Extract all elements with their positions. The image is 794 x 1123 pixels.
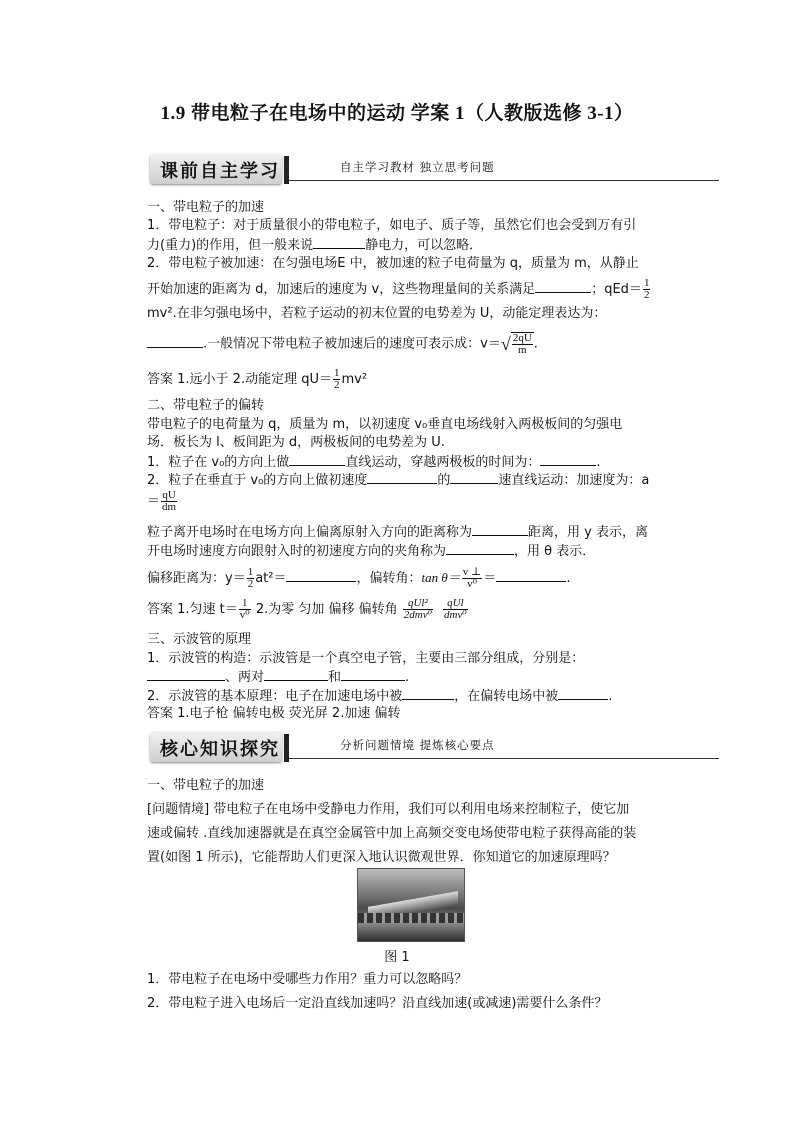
heading-oscilloscope: 三、示波管的原理 — [147, 632, 252, 647]
text-line: ＝ $\frac{qU}{dm}$ — [147, 489, 177, 513]
banner-subtitle: 自主学习教材 独立思考问题 — [340, 160, 495, 174]
linear-accelerator-photo — [357, 868, 465, 942]
text-line: 粒子离开电场时在电场方向上偏离原射入方向的距离称为 距离，用 y 表示，离 — [147, 522, 677, 543]
text-line: 2．粒子在垂直于 v₀的方向上做初速度 的 速直线运动：加速度为：a — [147, 470, 677, 491]
figure-caption: 图 1 — [384, 950, 410, 965]
text-line: mv².在非匀强电场中，若粒子运动的初末位置的电势差为 U，动能定理表达为： — [147, 306, 607, 321]
banner-label: 课前自主学习 — [160, 161, 280, 182]
text-line: 力(重力)的作用，但一般来说 静电力，可以忽略． — [147, 235, 677, 256]
text-line: 偏移距离为：y＝ $\frac{1}{2}$ at²＝ ，偏转角：tan θ＝ $\frac{v \perp}{\text{v⁰}}$ ＝ . — [147, 566, 571, 590]
text-line: 速或偏转 .直线加速器就是在真空金属管中加上高频交变电场使带电粒子获得高能的装 — [147, 826, 637, 841]
section-banner-preview — [150, 154, 650, 186]
banner-pill — [150, 154, 282, 184]
section-banner-core — [150, 732, 650, 764]
question-2: 2．带电粒子进入电场后一定沿直线加速吗？沿直线加速(或减速)需要什么条件？ — [147, 996, 608, 1011]
text-line: 开始加速的距离为 d，加速后的速度为 v，这些物理量间的关系满足 ；qEd＝ $\frac{1}{2}$ — [147, 277, 650, 301]
text-line: 2．示波管的基本原理：电子在加速电场中被 ，在偏转电场中被 . — [147, 686, 677, 707]
banner-pill — [150, 732, 282, 762]
text-line: 场．板长为 l、板间距为 d，两极板间的电势差为 U. — [147, 435, 445, 450]
banner-line — [289, 180, 719, 181]
answer-line: 答案 1.远小于 2.动能定理 qU＝ $\frac{1}{2}$ mv² — [147, 367, 368, 391]
text-line: 开电场时速度方向跟射入时的初速度方向的夹角称为 ，用 θ 表示． — [147, 541, 677, 562]
text-line: 置(如图 1 所示)，它能帮助人们更深入地认识微观世界．你知道它的加速原理吗？ — [147, 850, 616, 865]
answer-line: 答案 1.电子枪 偏转电极 荧光屏 2.加速 偏转 — [147, 706, 401, 721]
heading-core-acceleration: 一、带电粒子的加速 — [147, 778, 265, 793]
text-line: .一般情况下带电粒子被加速后的速度可表示成：v＝ √ $\frac{2qU}{m}$ . — [147, 332, 677, 356]
answer-line: 答案 1.匀速 t＝ $\frac{1}{\text{v⁰}}$ 2.为零 匀加 偏移 偏转角 $\frac{\text{qUl²}}{\text{2dmv⁰}}$ $\frac{\text{qUl}}{\text{dmv⁰}}$ — [147, 597, 467, 621]
banner-line — [289, 758, 719, 759]
text-line: 1．粒子在 v₀的方向上做 直线运动，穿越两极板的时间为： . — [147, 452, 677, 473]
text-line: 1．带电粒子：对于质量很小的带电粒子，如电子、质子等，虽然它们也会受到万有引 — [147, 218, 637, 233]
page-title: 1.9 带电粒子在电场中的运动 学案 1（人教版选修 3-1） — [160, 103, 634, 124]
heading-deflection: 二、带电粒子的偏转 — [147, 398, 265, 413]
text-line: 带电粒子的电荷量为 q，质量为 m，以初速度 v₀垂直电场线射入两极板间的匀强电 — [147, 417, 623, 432]
text-line: 、两对 和 . — [147, 667, 677, 688]
banner-label: 核心知识探究 — [160, 739, 280, 760]
text-line: 2．带电粒子被加速：在匀强电场E 中，被加速的粒子电荷量为 q，质量为 m，从静止 — [147, 256, 639, 271]
text-line: [问题情境] 带电粒子在电场中受静电力作用，我们可以利用电场来控制粒子，使它加 — [147, 802, 630, 817]
question-1: 1．带电粒子在电场中受哪些力作用？重力可以忽略吗？ — [147, 972, 468, 987]
heading-acceleration: 一、带电粒子的加速 — [147, 200, 265, 215]
banner-subtitle: 分析问题情境 提炼核心要点 — [340, 738, 495, 752]
text-line: 1．示波管的构造：示波管是一个真空电子管，主要由三部分组成，分别是： — [147, 651, 585, 666]
